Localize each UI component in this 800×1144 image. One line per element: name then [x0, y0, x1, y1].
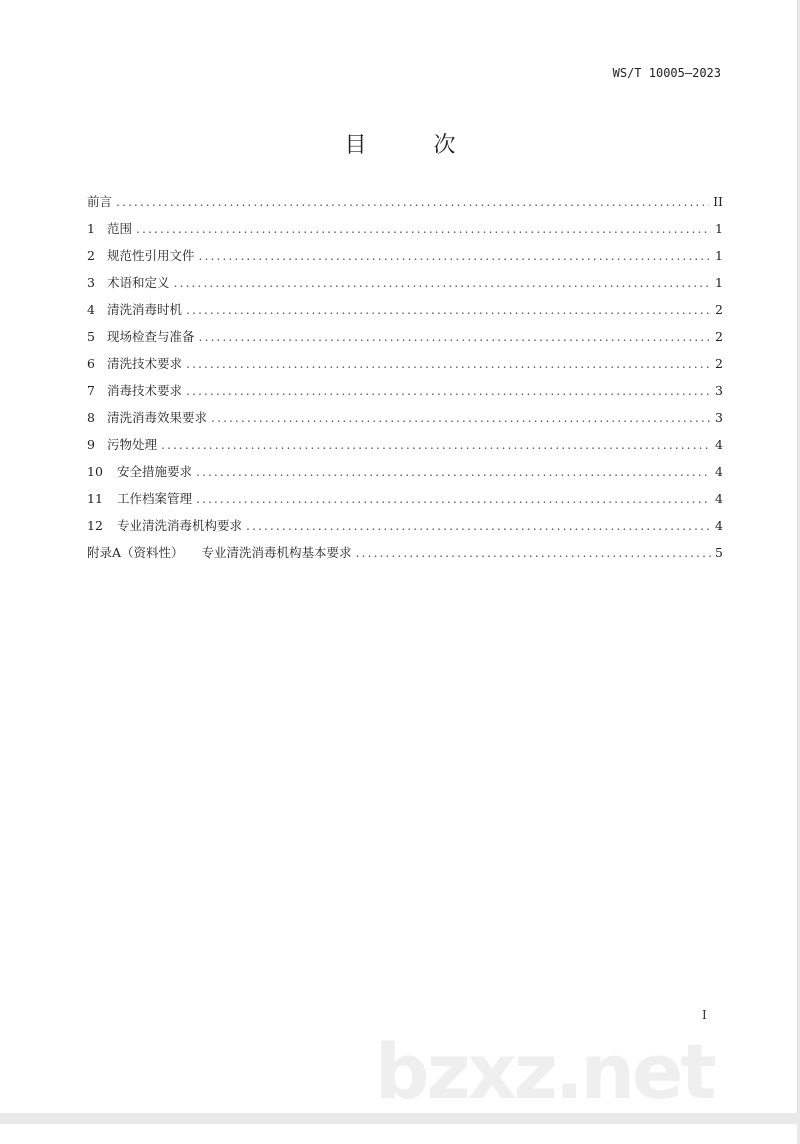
toc-page-number: 4 — [715, 437, 723, 452]
toc-entry-number: 11 — [87, 491, 103, 506]
toc-page-number: 4 — [715, 491, 723, 506]
toc-page-number: 1 — [715, 248, 723, 263]
toc-leader-dots — [196, 491, 711, 506]
toc-page-number: 1 — [715, 221, 723, 236]
toc-leader-dots — [199, 248, 712, 263]
toc-entry[interactable] — [87, 489, 723, 516]
toc-entry[interactable] — [87, 408, 723, 435]
toc-entry[interactable] — [87, 327, 723, 354]
toc-entry[interactable] — [87, 246, 723, 273]
toc-entry[interactable] — [87, 516, 723, 543]
toc-entry-number: 2 — [87, 248, 95, 263]
toc-entry-appendix-a[interactable] — [87, 543, 723, 570]
toc-entry[interactable] — [87, 381, 723, 408]
toc-entry[interactable] — [87, 273, 723, 300]
toc-entry-text: 规范性引用文件 — [107, 248, 195, 263]
toc-entry-text: 污物处理 — [107, 437, 158, 452]
toc-entry[interactable] — [87, 300, 723, 327]
toc-entry-text: 范围 — [107, 221, 133, 236]
page-number: I — [702, 1008, 707, 1022]
toc-leader-dots — [186, 356, 711, 371]
toc-entry-text: 清洗消毒效果要求 — [107, 410, 208, 425]
toc-page-number: 4 — [715, 464, 723, 479]
toc-leader-dots — [186, 383, 711, 398]
appendix-label: 附录A（资料性） — [87, 545, 184, 560]
toc-entry-text: 工作档案管理 — [117, 491, 193, 506]
document-code: WS/T 10005—2023 — [612, 66, 721, 80]
toc-entry-number: 12 — [87, 518, 103, 533]
toc-entry-text: 现场检查与准备 — [107, 329, 195, 344]
toc-entry-number: 9 — [87, 437, 95, 452]
toc-leader-dots — [199, 329, 712, 344]
toc-entry-number: 3 — [87, 275, 95, 290]
toc-entry-text: 专业清洗消毒机构基本要求 — [201, 545, 352, 560]
toc-entry-number: 4 — [87, 302, 95, 317]
toc-leader-dots — [161, 437, 711, 452]
toc-entry-text: 前言 — [87, 194, 113, 209]
watermark: bzxz.net — [375, 1027, 714, 1113]
toc-page-number: 2 — [715, 356, 723, 371]
toc-page-number: II — [713, 194, 723, 209]
toc-leader-dots — [136, 221, 711, 236]
toc-page-number: 5 — [715, 545, 723, 560]
toc-entry-number: 1 — [87, 221, 95, 236]
toc-entry-number: 8 — [87, 410, 95, 425]
next-page — [0, 1124, 797, 1144]
toc-page-number: 3 — [715, 410, 723, 425]
page-title: 目 次 — [344, 133, 486, 158]
toc-leader-dots — [356, 545, 712, 560]
toc-entry[interactable] — [87, 462, 723, 489]
toc-entry[interactable] — [87, 354, 723, 381]
toc-entry-foreword[interactable] — [87, 192, 723, 219]
toc-leader-dots — [211, 410, 711, 425]
toc-entry-number: 7 — [87, 383, 95, 398]
toc-page-number: 1 — [715, 275, 723, 290]
toc-entry-text: 专业清洗消毒机构要求 — [117, 518, 243, 533]
toc-leader-dots — [116, 194, 709, 209]
toc-leader-dots — [196, 464, 711, 479]
toc-leader-dots — [174, 275, 712, 290]
toc-leader-dots — [246, 518, 711, 533]
toc-entry-text: 术语和定义 — [107, 275, 170, 290]
toc-entry-text: 清洗技术要求 — [107, 356, 183, 371]
toc-entry-text: 消毒技术要求 — [107, 383, 183, 398]
toc-entry-number: 10 — [87, 464, 103, 479]
toc-entry[interactable] — [87, 435, 723, 462]
toc-entry[interactable] — [87, 219, 723, 246]
toc-entry-text: 清洗消毒时机 — [107, 302, 183, 317]
toc-page-number: 4 — [715, 518, 723, 533]
toc-entry-number: 6 — [87, 356, 95, 371]
table-of-contents — [87, 192, 723, 570]
toc-entry-number: 5 — [87, 329, 95, 344]
toc-page-number: 2 — [715, 302, 723, 317]
toc-page-number: 2 — [715, 329, 723, 344]
toc-page-number: 3 — [715, 383, 723, 398]
toc-entry-text: 安全措施要求 — [117, 464, 193, 479]
toc-leader-dots — [186, 302, 711, 317]
